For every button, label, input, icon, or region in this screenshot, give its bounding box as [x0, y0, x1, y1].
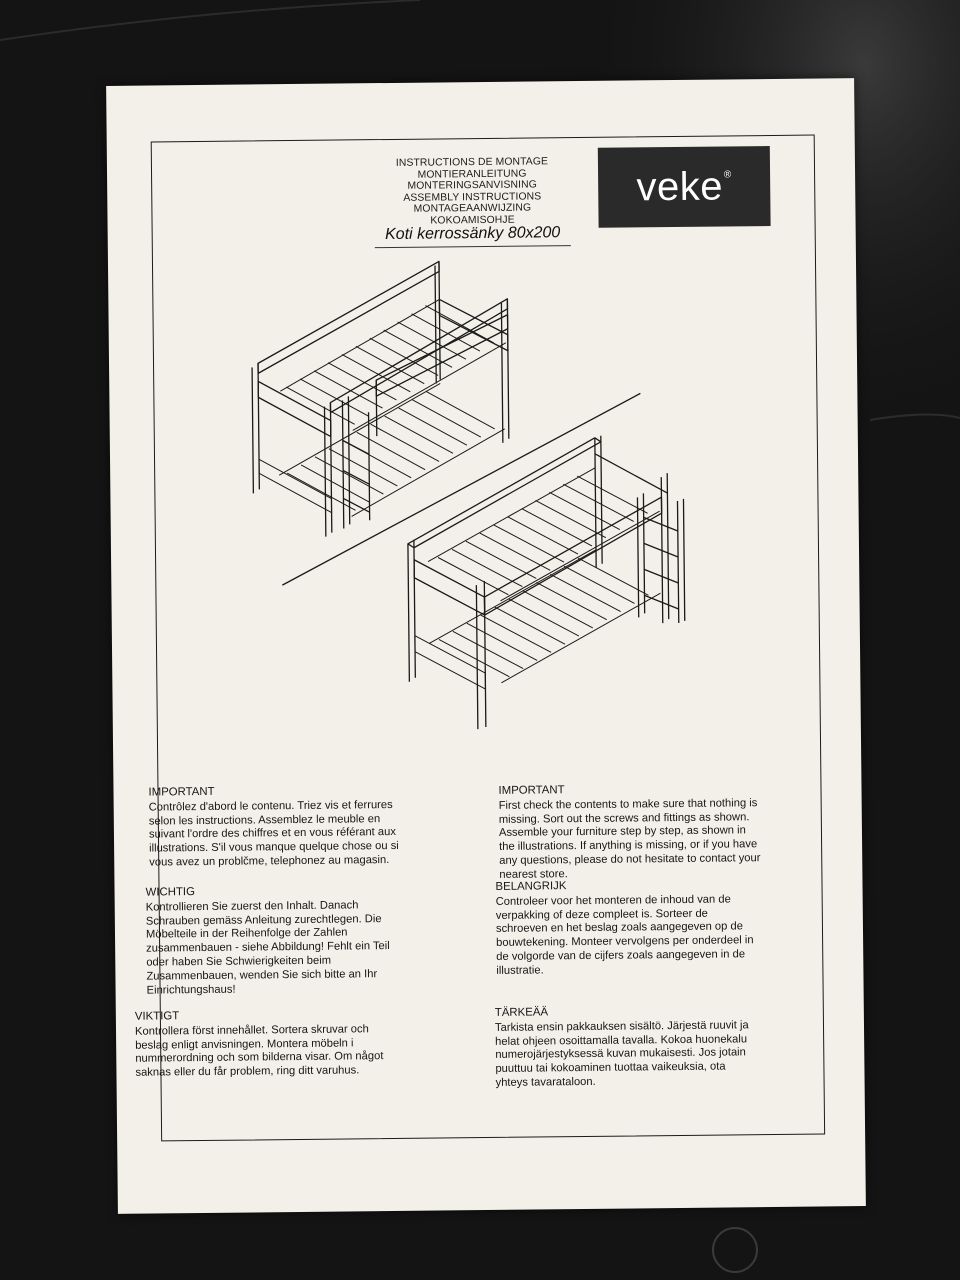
- section-de: [146, 884, 391, 998]
- text-en-2: missing. Sort out the screws and fittings as shown.: [498, 810, 750, 826]
- text-sv-2: beslag enligt anvisningen. Montera möbeln i: [135, 1037, 354, 1052]
- heading-en: IMPORTANT: [498, 784, 565, 797]
- content-frame: [134, 135, 825, 1142]
- text-fi-5: yhteys tavarataloon.: [495, 1075, 596, 1089]
- text-sv-3: nummerordning och som bilderna visar. Om något: [135, 1050, 384, 1066]
- separator-line: [280, 393, 642, 585]
- registered-mark: ®: [723, 168, 732, 180]
- section-fr: [148, 784, 399, 870]
- text-de-3: Möbelteile in der Reihenfolge der Zahlen: [145, 926, 348, 941]
- text-en-5: any questions, please do not hesitate to contact your: [499, 852, 761, 867]
- text-de-5: oder haben Sie Schwierigkeiten beim: [146, 954, 332, 969]
- logo-text: veke: [636, 163, 724, 209]
- text-nl-1: Controleer voor het monteren de inhoud van de: [495, 893, 731, 908]
- text-de-4: zusammenbauen - siehe Abbildung! Fehlt ein Teil: [146, 940, 390, 955]
- text-fr-4: illustrations. S'il vous manque quelque chose ou si: [149, 840, 399, 855]
- heading-sv: VIKTIGT: [134, 1010, 180, 1023]
- bunk-bed-illustration: [152, 136, 823, 783]
- section-fi: [495, 1004, 750, 1090]
- title-nl: MONTAGEAANWIJZING: [413, 202, 532, 216]
- text-en-4: the illustrations. If anything is missing, or if you have: [499, 838, 758, 854]
- product-name: Koti kerrossänky 80x200: [384, 224, 561, 244]
- text-fr-5: vous avez un problčme, telephonez au magasin.: [149, 854, 390, 869]
- text-sv-1: Kontrollera först innehållet. Sortera skruvar och: [134, 1023, 369, 1038]
- text-fi-3: numerojärjestyksessä kuvan mukaisesti. Jos jotain: [495, 1046, 746, 1062]
- title-fi: KOKOAMISOHJE: [430, 214, 515, 227]
- text-nl-2: verpakking of deze compleet is. Sorteer de: [495, 907, 708, 922]
- text-fi-2: helat ohjeen osoittamalla tavalla. Kokoa huonekalu: [495, 1032, 748, 1048]
- section-sv: [135, 1008, 384, 1081]
- text-en-3: Assemble your furniture step by step, as shown in: [498, 824, 746, 840]
- title-de: MONTIERANLEITUNG: [417, 168, 527, 181]
- bed-view-1: [251, 261, 510, 538]
- text-de-7: Einrichtungshaus!: [146, 983, 236, 997]
- text-sv-4: saknas eller du får problem, ring ditt varuhus.: [135, 1064, 360, 1079]
- text-fi-4: puuttuu tai kokoaminen tuottaa vaikeuksia, ota: [495, 1060, 726, 1076]
- heading-nl: BELANGRIJK: [495, 880, 567, 893]
- title-en: ASSEMBLY INSTRUCTIONS: [403, 191, 542, 204]
- text-nl-6: illustratie.: [496, 964, 544, 977]
- text-de-6: Zusammenbauen, wenden Sie sich bitte an Ihr: [146, 967, 378, 983]
- instruction-sheet: [106, 78, 866, 1214]
- section-en: [498, 782, 760, 882]
- text-nl-3: schroeven en het beslag zoals aangegeven op de: [495, 920, 743, 936]
- text-de-2: Schrauben gemäss Anleitung zurechtlegen. Die: [145, 912, 382, 928]
- title-fr: INSTRUCTIONS DE MONTAGE: [395, 156, 549, 169]
- text-fr-3: suivant l'ordre des chiffres et en vous référant aux: [148, 826, 396, 841]
- text-de-1: Kontrollieren Sie zuerst den Inhalt. Danach: [145, 899, 359, 914]
- bed-view-2: [407, 435, 686, 730]
- heading-de: WICHTIG: [145, 886, 195, 899]
- text-nl-5: de volgorde van de cijfers zoals aangegeven in de: [496, 948, 746, 963]
- text-fr-1: Contrôlez d'abord le contenu. Triez vis et ferrures: [148, 798, 393, 814]
- text-en-6: nearest store.: [499, 867, 568, 881]
- text-fr-2: selon les instructions. Assemblez le meuble en: [148, 812, 381, 828]
- section-nl: [495, 878, 753, 978]
- text-en-1: First check the contents to make sure that nothing is: [498, 796, 758, 812]
- title-sv: MONTERINGSANVISNING: [407, 179, 537, 192]
- heading-fi: TÄRKEÄÄ: [494, 1006, 549, 1019]
- text-fi-1: Tarkista ensin pakkauksen sisältö. Järjestä ruuvit ja: [494, 1019, 749, 1034]
- text-nl-4: bouwtekening. Monteer vervolgens per onderdeel in: [496, 934, 754, 950]
- heading-fr: IMPORTANT: [148, 785, 215, 799]
